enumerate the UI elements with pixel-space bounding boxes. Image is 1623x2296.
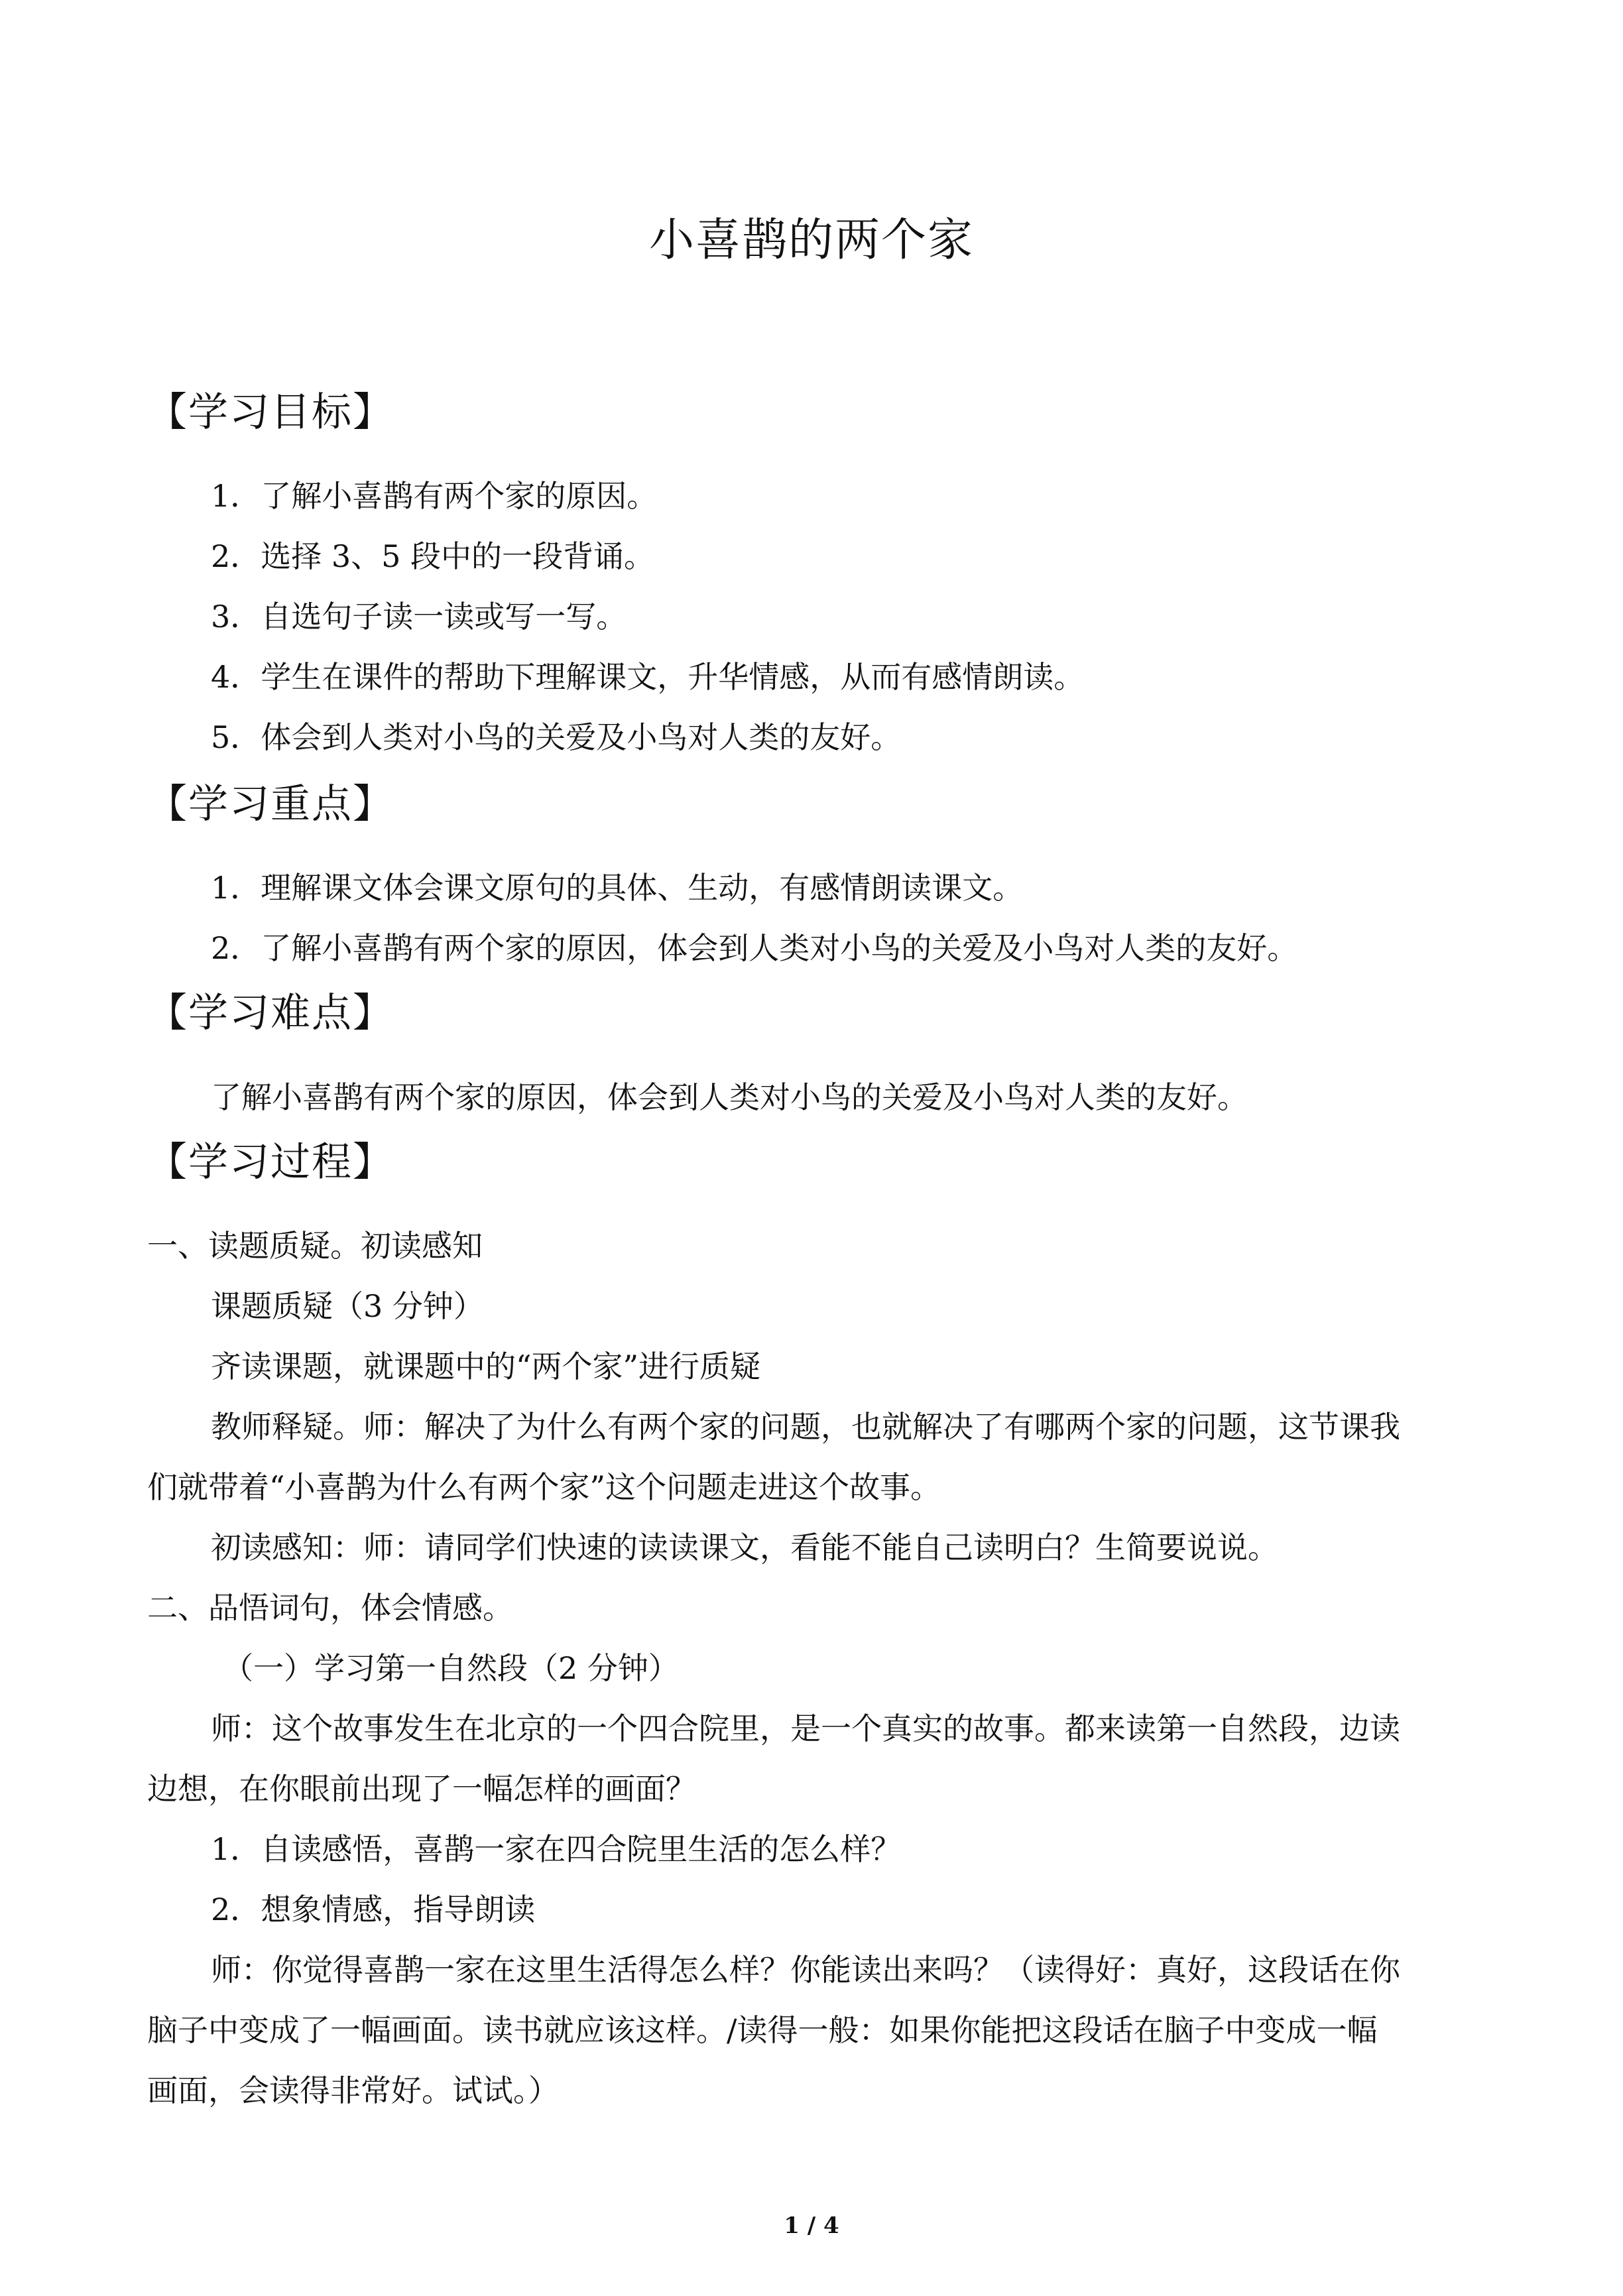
process-paragraph: 课题质疑（3 分钟） [211,1288,484,1324]
process-paragraph: 师：这个故事发生在北京的一个四合院里，是一个真实的故事。都来读第一自然段，边读 [211,1711,1400,1746]
process-paragraph: 师：你觉得喜鹊一家在这里生活得怎么样？你能读出来吗？（读得好：真好，这段话在你 [211,1952,1400,1988]
process-heading: 【学习过程】 [147,1139,394,1185]
difficulties-text: 了解小喜鹊有两个家的原因，体会到人类对小鸟的关爱及小鸟对人类的友好。 [211,1079,1248,1115]
key-point-item-2: 2．了解小喜鹊有两个家的原因，体会到人类对小鸟的关爱及小鸟对人类的友好。 [211,930,1298,966]
key-point-item-1: 1．理解课文体会课文原句的具体、生动，有感情朗读课文。 [211,870,1024,906]
process-paragraph: 脑子中变成了一幅画面。读书就应该这样。/读得一般：如果你能把这段话在脑子中变成一幅 [147,2012,1378,2048]
key-points-heading: 【学习重点】 [147,781,394,827]
process-part1-title: 一、读题质疑。初读感知 [147,1228,483,1264]
process-paragraph: 画面，会读得非常好。试试。） [147,2073,559,2108]
process-paragraph: 齐读课题，就课题中的“两个家”进行质疑 [211,1349,761,1384]
page-indicator: 1 / 4 [784,2212,839,2239]
objective-item-4: 4．学生在课件的帮助下理解课文，升华情感，从而有感情朗读。 [211,659,1085,695]
process-paragraph: 初读感知：师：请同学们快速的读读课文，看能不能自己读明白？生简要说说。 [211,1530,1278,1565]
process-part2-title: 二、品悟词句，体会情感。 [147,1590,513,1626]
objective-item-5: 5．体会到人类对小鸟的关爱及小鸟对人类的友好。 [211,719,902,755]
objective-item-3: 3．自选句子读一读或写一写。 [211,599,627,634]
process-list-item: 2．想象情感，指导朗读 [211,1892,536,1927]
process-list-item: 1．自读感悟，喜鹊一家在四合院里生活的怎么样？ [211,1831,902,1867]
process-paragraph: 边想，在你眼前出现了一幅怎样的画面？ [147,1771,696,1807]
process-subsection-title: （一）学习第一自然段（2 分钟） [223,1650,679,1686]
objectives-heading: 【学习目标】 [147,389,394,436]
difficulties-heading: 【学习难点】 [147,990,394,1036]
objective-item-1: 1．了解小喜鹊有两个家的原因。 [211,478,658,514]
document-title: 小喜鹊的两个家 [648,214,974,267]
process-paragraph: 教师释疑。师：解决了为什么有两个家的问题，也就解决了有哪两个家的问题，这节课我 [211,1409,1400,1445]
objective-item-2: 2．选择 3、5 段中的一段背诵。 [211,538,655,574]
process-paragraph: 们就带着“小喜鹊为什么有两个家”这个问题走进这个故事。 [147,1469,941,1505]
